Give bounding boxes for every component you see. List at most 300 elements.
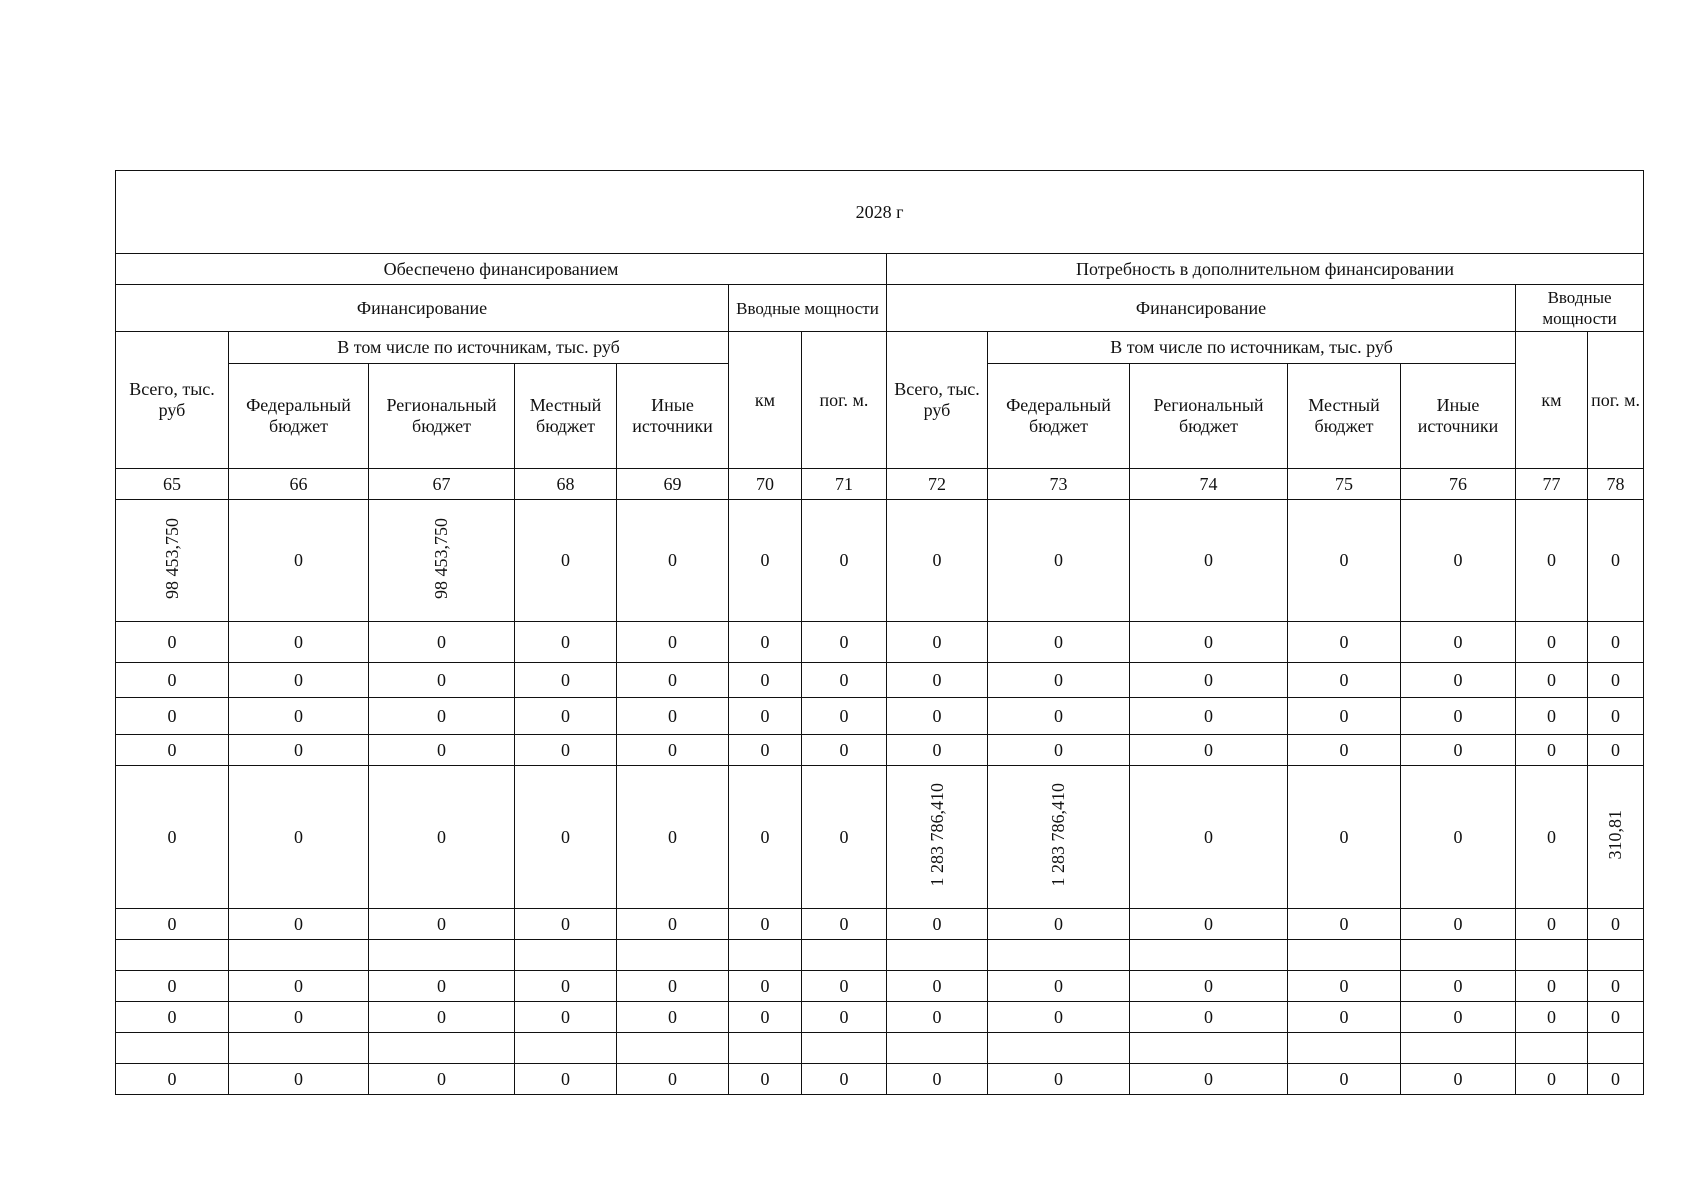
- table-cell: [369, 1033, 515, 1064]
- table-cell: [116, 940, 229, 971]
- cell-value: 0: [932, 1068, 942, 1089]
- table-cell: [887, 1064, 988, 1095]
- table-cell: [802, 940, 887, 971]
- table-cell: [229, 500, 369, 622]
- cell-value: 0: [1204, 1006, 1213, 1027]
- table-cell: [1130, 940, 1288, 971]
- cell-value: 0: [1204, 913, 1213, 934]
- table-cell: [1401, 1033, 1516, 1064]
- table-cell: [729, 735, 802, 766]
- cell-value: 0: [294, 975, 303, 996]
- table-cell: [729, 971, 802, 1002]
- cell-value: 0: [294, 550, 303, 570]
- table-cell: [1516, 622, 1588, 663]
- table-cell: [729, 1064, 802, 1095]
- cell-value: 0: [1547, 669, 1556, 690]
- cell-value: 0: [668, 1068, 677, 1089]
- cell-value: 0: [760, 739, 770, 760]
- cell-value: 0: [437, 826, 446, 847]
- table-cell: [515, 909, 617, 940]
- table-cell: [617, 971, 729, 1002]
- table-cell: [369, 1064, 515, 1095]
- table-cell: [1516, 663, 1588, 698]
- regional-header-right: Региональный бюджет: [1130, 364, 1288, 469]
- cell-value: 0: [1547, 1068, 1556, 1089]
- cell-value: 0: [561, 739, 570, 760]
- cell-value: 0: [1339, 631, 1349, 652]
- cell-value: 0: [294, 1068, 303, 1089]
- cell-value: 0: [1204, 826, 1213, 847]
- table-cell: [116, 622, 229, 663]
- table-cell: [1588, 940, 1644, 971]
- year-header: 2028 г: [116, 171, 1644, 254]
- cell-value: 0: [1611, 669, 1621, 690]
- table-cell: [729, 940, 802, 971]
- cell-value: 0: [1453, 705, 1463, 726]
- sources-header-right: В том числе по источникам, тыс. руб: [988, 332, 1516, 364]
- cell-value: 0: [1611, 1068, 1621, 1089]
- table-cell: [369, 622, 515, 663]
- column-number: 69: [617, 469, 729, 500]
- table-cell: [1401, 698, 1516, 735]
- table-cell: [887, 766, 988, 909]
- cell-value: 0: [1339, 975, 1349, 996]
- table-cell: [1288, 735, 1401, 766]
- cell-value: 0: [1611, 631, 1621, 652]
- cell-value: 0: [561, 975, 570, 996]
- table-cell: [802, 735, 887, 766]
- cell-value: 0: [561, 1068, 570, 1089]
- cell-value: 0: [1453, 1068, 1463, 1089]
- federal-header-left: Федеральный бюджет: [229, 364, 369, 469]
- cell-value: 0: [1339, 1068, 1349, 1089]
- table-cell: [802, 622, 887, 663]
- cell-value: 0: [1611, 975, 1621, 996]
- table-cell: [116, 735, 229, 766]
- table-cell: [369, 735, 515, 766]
- cell-value: 0: [1611, 739, 1621, 760]
- total-header-right: Всего, тыс. руб: [887, 332, 988, 469]
- table-cell: [1516, 1033, 1588, 1064]
- table-cell: [729, 909, 802, 940]
- table-cell: [887, 622, 988, 663]
- cell-value: 0: [932, 631, 942, 652]
- cell-value: 0: [1339, 739, 1349, 760]
- cell-value: 0: [760, 550, 770, 570]
- table-cell: [887, 1033, 988, 1064]
- table-row: [116, 500, 1644, 622]
- table-cell: [729, 1033, 802, 1064]
- financing-header-left: Финансирование: [116, 285, 729, 332]
- cell-value: 0: [1547, 975, 1556, 996]
- cell-value: 0: [294, 913, 303, 934]
- table-cell: [617, 1064, 729, 1095]
- cell-value: 0: [1547, 705, 1556, 726]
- table-cell: [1588, 1064, 1644, 1095]
- table-cell: [729, 766, 802, 909]
- table-cell: [887, 1002, 988, 1033]
- table-cell: [988, 1033, 1130, 1064]
- table-cell: [116, 698, 229, 735]
- table-cell: [802, 1033, 887, 1064]
- table-cell: [515, 500, 617, 622]
- table-cell: [229, 622, 369, 663]
- column-number-row: [116, 469, 1644, 500]
- table-cell: [1588, 1033, 1644, 1064]
- table-cell: [1288, 1033, 1401, 1064]
- table-cell: [1588, 500, 1644, 622]
- table-cell: [1588, 735, 1644, 766]
- cell-value: 0: [167, 975, 177, 996]
- cell-value: 0: [1453, 739, 1463, 760]
- cell-value: 0: [839, 739, 849, 760]
- table-row: [116, 1033, 1644, 1064]
- table-cell: [1588, 663, 1644, 698]
- cell-value: 0: [1611, 1006, 1621, 1027]
- table-cell: [1130, 735, 1288, 766]
- table-row: [116, 735, 1644, 766]
- table-cell: [802, 971, 887, 1002]
- table-cell: [1130, 698, 1288, 735]
- cell-value: 0: [1339, 1006, 1349, 1027]
- table-cell: [369, 698, 515, 735]
- cell-value: 0: [932, 975, 942, 996]
- column-number: 67: [369, 469, 515, 500]
- table-cell: [1130, 1064, 1288, 1095]
- table-cell: [1588, 1002, 1644, 1033]
- table-cell: [1401, 1064, 1516, 1095]
- table-cell: [1130, 971, 1288, 1002]
- cell-value: 0: [932, 913, 942, 934]
- table-cell: [369, 663, 515, 698]
- cell-value: 0: [437, 975, 446, 996]
- cell-value: 0: [1547, 826, 1556, 847]
- table-cell: [887, 500, 988, 622]
- table-cell: [1516, 766, 1588, 909]
- cell-value: 0: [1547, 550, 1556, 570]
- column-number: 70: [729, 469, 802, 500]
- cell-value: 0: [294, 1006, 303, 1027]
- cell-value: 0: [1339, 913, 1349, 934]
- table-cell: [802, 766, 887, 909]
- table-cell: [1401, 735, 1516, 766]
- pogm-header-left: пог. м.: [802, 332, 887, 469]
- table-cell: [229, 909, 369, 940]
- cell-value: 0: [839, 913, 849, 934]
- table-cell: [1401, 663, 1516, 698]
- cell-value: 0: [1054, 669, 1063, 690]
- table-cell: [617, 766, 729, 909]
- table-cell: [1288, 663, 1401, 698]
- table-cell: [1130, 1033, 1288, 1064]
- cell-value: 0: [437, 705, 446, 726]
- total-header-left: Всего, тыс. руб: [116, 332, 229, 469]
- cell-value: 0: [1054, 1006, 1063, 1027]
- financing-table: [115, 170, 1644, 1095]
- table-cell: [1288, 909, 1401, 940]
- cell-value: 0: [1054, 913, 1063, 934]
- cell-value: 0: [561, 826, 570, 847]
- table-cell: [729, 1002, 802, 1033]
- cell-value: 0: [437, 739, 446, 760]
- table-cell: [1588, 909, 1644, 940]
- cell-value: 0: [839, 1006, 849, 1027]
- column-number: 75: [1288, 469, 1401, 500]
- table-cell: [988, 735, 1130, 766]
- cell-value: 0: [1453, 913, 1463, 934]
- table-cell: [617, 1002, 729, 1033]
- table-cell: [515, 698, 617, 735]
- table-cell: [617, 909, 729, 940]
- cell-value: 0: [294, 705, 303, 726]
- table-cell: [1130, 909, 1288, 940]
- cell-value: 0: [1339, 826, 1349, 847]
- table-cell: [802, 1002, 887, 1033]
- table-cell: [802, 909, 887, 940]
- table-cell: [729, 500, 802, 622]
- table-cell: [887, 971, 988, 1002]
- cell-value: 0: [839, 669, 849, 690]
- table-cell: [988, 971, 1130, 1002]
- table-cell: [887, 663, 988, 698]
- table-cell: [617, 663, 729, 698]
- table-cell: [1588, 766, 1644, 909]
- table-cell: [1130, 663, 1288, 698]
- cell-value: 0: [437, 1068, 446, 1089]
- column-number: 65: [116, 469, 229, 500]
- cell-value: 0: [1054, 631, 1063, 652]
- cell-value: 0: [1204, 669, 1213, 690]
- table-cell: [116, 500, 229, 622]
- cell-value: 0: [932, 1006, 942, 1027]
- table-cell: [887, 698, 988, 735]
- table-cell: [229, 1064, 369, 1095]
- cell-value: 0: [760, 913, 770, 934]
- table-cell: [729, 663, 802, 698]
- table-cell: [229, 940, 369, 971]
- cell-value: 0: [1054, 975, 1063, 996]
- table-cell: [617, 735, 729, 766]
- table-cell: [617, 622, 729, 663]
- table-cell: [1588, 698, 1644, 735]
- table-cell: [988, 909, 1130, 940]
- capacity-header-left: Вводные мощности: [729, 285, 887, 332]
- table-cell: [1288, 766, 1401, 909]
- cell-value: 0: [1339, 550, 1349, 570]
- table-cell: [369, 909, 515, 940]
- cell-value: 0: [668, 975, 677, 996]
- cell-value: 0: [437, 631, 446, 652]
- table-cell: [1401, 1002, 1516, 1033]
- cell-value: 0: [760, 1068, 770, 1089]
- cell-value: 0: [1547, 1006, 1556, 1027]
- table-cell: [369, 766, 515, 909]
- table-cell: [802, 663, 887, 698]
- table-cell: [1516, 698, 1588, 735]
- cell-value: 0: [167, 1006, 177, 1027]
- table-cell: [1516, 735, 1588, 766]
- table-cell: [515, 735, 617, 766]
- table-cell: [229, 1033, 369, 1064]
- additional-header: Потребность в дополнительном финансировании: [887, 254, 1644, 285]
- km-header-left: км: [729, 332, 802, 469]
- table-row: [116, 1064, 1644, 1095]
- cell-value: 0: [1453, 631, 1463, 652]
- cell-value: 0: [294, 669, 303, 690]
- table-cell: [1288, 971, 1401, 1002]
- table-cell: [515, 766, 617, 909]
- table-cell: [887, 735, 988, 766]
- cell-value: 0: [1453, 669, 1463, 690]
- table-cell: [988, 500, 1130, 622]
- table-cell: [1516, 500, 1588, 622]
- table-cell: [116, 971, 229, 1002]
- cell-value: 0: [1453, 1006, 1463, 1027]
- table-cell: [369, 500, 515, 622]
- cell-value-vertical: 1 283 786,410: [1048, 782, 1068, 887]
- table-cell: [116, 766, 229, 909]
- cell-value: 0: [932, 550, 942, 570]
- table-cell: [802, 1064, 887, 1095]
- cell-value: 0: [932, 739, 942, 760]
- table-cell: [729, 622, 802, 663]
- cell-value: 0: [1339, 705, 1349, 726]
- column-number: 71: [802, 469, 887, 500]
- cell-value: 0: [839, 826, 849, 847]
- cell-value: 0: [760, 631, 770, 652]
- column-number: 78: [1588, 469, 1644, 500]
- cell-value: 0: [437, 1006, 446, 1027]
- table-cell: [1288, 1064, 1401, 1095]
- cell-value: 0: [561, 913, 570, 934]
- table-cell: [887, 909, 988, 940]
- table-cell: [988, 1002, 1130, 1033]
- table-row: [116, 940, 1644, 971]
- table-cell: [1130, 1002, 1288, 1033]
- table-row: [116, 909, 1644, 940]
- cell-value: 0: [167, 1068, 177, 1089]
- column-number: 68: [515, 469, 617, 500]
- table-cell: [229, 735, 369, 766]
- cell-value: 0: [668, 631, 677, 652]
- local-header-right: Местный бюджет: [1288, 364, 1401, 469]
- column-number: 66: [229, 469, 369, 500]
- cell-value: 0: [561, 631, 570, 652]
- cell-value: 0: [167, 913, 177, 934]
- table-cell: [369, 940, 515, 971]
- table-cell: [515, 663, 617, 698]
- cell-value: 0: [1611, 913, 1621, 934]
- table-cell: [1288, 698, 1401, 735]
- table-cell: [988, 1064, 1130, 1095]
- cell-value: 0: [668, 1006, 677, 1027]
- financing-header-right: Финансирование: [887, 285, 1516, 332]
- cell-value: 0: [932, 669, 942, 690]
- cell-value: 0: [668, 826, 677, 847]
- table-row: [116, 622, 1644, 663]
- table-cell: [988, 766, 1130, 909]
- cell-value: 0: [294, 739, 303, 760]
- cell-value: 0: [760, 975, 770, 996]
- cell-value: 0: [932, 705, 942, 726]
- table-cell: [1288, 500, 1401, 622]
- cell-value: 0: [839, 550, 849, 570]
- cell-value-vertical: 98 453,750: [431, 517, 451, 599]
- table-cell: [515, 1033, 617, 1064]
- cell-value: 0: [668, 705, 677, 726]
- table-cell: [887, 940, 988, 971]
- cell-value: 0: [1547, 631, 1556, 652]
- table-cell: [1401, 500, 1516, 622]
- table-cell: [1288, 622, 1401, 663]
- table-cell: [1130, 622, 1288, 663]
- cell-value: 0: [1204, 550, 1213, 570]
- pogm-header-right: пог. м.: [1588, 332, 1644, 469]
- column-number: 77: [1516, 469, 1588, 500]
- cell-value: 0: [1054, 550, 1063, 570]
- federal-header-right: Федеральный бюджет: [988, 364, 1130, 469]
- table-cell: [1401, 909, 1516, 940]
- table-cell: [988, 940, 1130, 971]
- cell-value: 0: [668, 550, 677, 570]
- table-cell: [116, 1033, 229, 1064]
- table-cell: [369, 1002, 515, 1033]
- table-cell: [1588, 622, 1644, 663]
- sources-header-left: В том числе по источникам, тыс. руб: [229, 332, 729, 364]
- cell-value: 0: [167, 826, 177, 847]
- km-header-right: км: [1516, 332, 1588, 469]
- cell-value: 0: [167, 669, 177, 690]
- table-cell: [1401, 971, 1516, 1002]
- cell-value: 0: [1204, 739, 1213, 760]
- cell-value: 0: [294, 631, 303, 652]
- cell-value: 0: [1054, 705, 1063, 726]
- cell-value: 0: [760, 826, 770, 847]
- cell-value: 0: [839, 975, 849, 996]
- table-cell: [116, 1064, 229, 1095]
- table-cell: [1516, 971, 1588, 1002]
- table-row: [116, 971, 1644, 1002]
- cell-value: 0: [1204, 1068, 1213, 1089]
- provided-header: Обеспечено финансированием: [116, 254, 887, 285]
- cell-value: 0: [668, 739, 677, 760]
- table-cell: [515, 1064, 617, 1095]
- cell-value: 0: [1453, 550, 1463, 570]
- cell-value: 0: [760, 1006, 770, 1027]
- table-cell: [617, 940, 729, 971]
- table-cell: [617, 698, 729, 735]
- cell-value: 0: [839, 705, 849, 726]
- cell-value: 0: [1339, 669, 1349, 690]
- table-cell: [1588, 971, 1644, 1002]
- table-cell: [229, 1002, 369, 1033]
- cell-value: 0: [839, 631, 849, 652]
- cell-value: 0: [437, 913, 446, 934]
- table-row: [116, 766, 1644, 909]
- column-number: 76: [1401, 469, 1516, 500]
- cell-value: 0: [1204, 705, 1213, 726]
- table-cell: [515, 971, 617, 1002]
- table-cell: [116, 663, 229, 698]
- cell-value: 0: [1611, 705, 1621, 726]
- table-cell: [1516, 940, 1588, 971]
- table-cell: [988, 663, 1130, 698]
- cell-value: 0: [1054, 1068, 1063, 1089]
- table-cell: [229, 698, 369, 735]
- cell-value: 0: [167, 739, 177, 760]
- cell-value: 0: [294, 826, 303, 847]
- table-cell: [1130, 766, 1288, 909]
